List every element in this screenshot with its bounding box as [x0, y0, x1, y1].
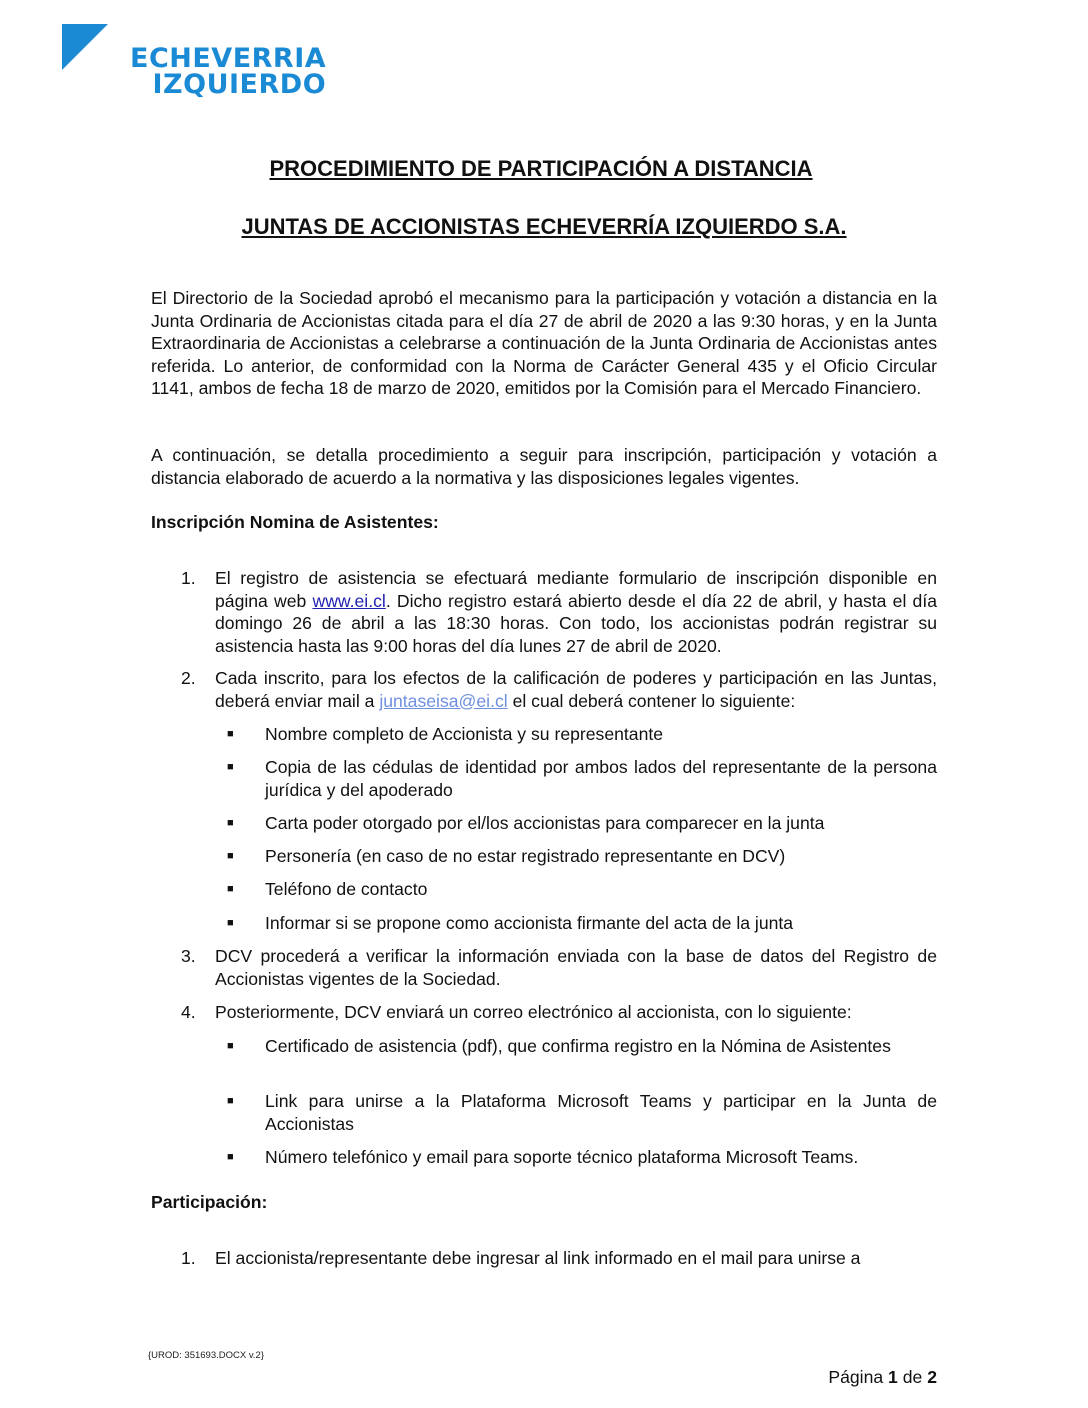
bullet-square-icon: ■ [227, 817, 234, 829]
section-heading-participacion: Participación: [151, 1192, 268, 1212]
item-text-post: . Dicho registro estará abierto desde el día 22 de abril, y hasta el día domingo 26 de abril a las 18:30 horas. Con todo, los accionistas podrán registrar su asistencia hasta las 9:00 horas del día lunes 27 de abril de 2020. [215, 590, 937, 656]
item-text: El accionista/representante debe ingresar al link informado en el mail para unirse a [215, 1248, 861, 1268]
item-number: 3. [181, 946, 196, 966]
bullet-square-icon: ■ [227, 761, 234, 773]
sub-item-text: Teléfono de contacto [265, 879, 428, 899]
bullet-square-icon: ■ [227, 883, 234, 895]
document-id: {UROD: 351693.DOCX v.2} [148, 1350, 264, 1361]
item-text: DCV procederá a verificar la información enviada con la base de datos del Registro de Accionistas vigentes de la Sociedad. [215, 946, 937, 989]
item-number: 4. [181, 1002, 196, 1022]
sub-item-text: Carta poder otorgado por el/los accionistas para comparecer en la junta [265, 813, 825, 833]
document-title: PROCEDIMIENTO DE PARTICIPACIÓN A DISTANCIA [269, 156, 813, 181]
sub-item-text: Nombre completo de Accionista y su representante [265, 724, 664, 744]
sub-item-text: Número telefónico y email para soporte técnico plataforma Microsoft Teams. [265, 1147, 859, 1167]
item-number: 1. [181, 568, 196, 588]
document-subtitle: JUNTAS DE ACCIONISTAS ECHEVERRÍA IZQUIERDO S.A. [241, 214, 847, 239]
sub-item-text: Informar si se propone como accionista firmante del acta de la junta [265, 913, 794, 933]
item-number: 2. [181, 668, 196, 688]
item-text: Posteriormente, DCV enviará un correo electrónico al accionista, con lo siguiente: [215, 1002, 852, 1022]
page-label: Página [828, 1367, 884, 1387]
company-logo [38, 24, 327, 104]
item-text-post: el cual deberá contener lo siguiente: [507, 690, 796, 711]
email-link[interactable]: juntaseisa@ei.cl [379, 690, 508, 711]
sub-item-text: Copia de las cédulas de identidad por ambos lados del representante de la persona jurídica y del apoderado [265, 757, 937, 800]
bullet-square-icon: ■ [227, 917, 234, 929]
intro-paragraph-1: El Directorio de la Sociedad aprobó el mecanismo para la participación y votación a distancia en la Junta Ordinaria de Accionistas citada para el día 27 de abril de 2020 a las 9:30 horas, y en la Junta Extraordinaria de Accionistas a celebrarse a continuación de la Junta Ordinaria de Accionistas antes referida. Lo anterior, de conformidad con la Norma de Carácter General 435 y el Oficio Circular 1141, ambos de fecha 18 de marzo de 2020, emitidos por la Comisión para el Mercado Financiero. [151, 288, 937, 398]
item-text-pre: Cada inscrito, para los efectos de la calificación de poderes y participación en las Juntas, deberá enviar mail a [215, 668, 937, 711]
logo-line-1: ECHEVERRIA [130, 43, 327, 74]
website-link[interactable]: www.ei.cl [312, 590, 386, 611]
logo-triangle-icon [62, 24, 108, 70]
page-current: 1 [888, 1367, 898, 1387]
item-number: 1. [181, 1248, 196, 1268]
item-text [215, 567, 937, 657]
section-heading-inscripcion: Inscripción Nomina de Asistentes: [151, 512, 439, 532]
item-text [215, 667, 937, 712]
bullet-square-icon: ■ [227, 1095, 234, 1107]
item-text-pre: El registro de asistencia se efectuará mediante formulario de inscripción disponible en página web [215, 568, 937, 611]
bullet-square-icon: ■ [227, 850, 234, 862]
sub-item-text: Personería (en caso de no estar registrado representante en DCV) [265, 846, 786, 866]
logo-line-2: IZQUIERDO [152, 69, 327, 100]
bullet-square-icon: ■ [227, 1151, 234, 1163]
bullet-square-icon: ■ [227, 728, 234, 740]
intro-paragraph-2: A continuación, se detalla procedimiento a seguir para inscripción, participación y votación a distancia elaborado de acuerdo a la normativa y las disposiciones legales vigentes. [151, 445, 937, 488]
page-total: 2 [927, 1367, 937, 1387]
sub-item-text: Link para unirse a la Plataforma Microsoft Teams y participar en la Junta de Accionistas [265, 1091, 937, 1134]
page-sep: de [902, 1367, 923, 1387]
logo-wordmark [130, 43, 327, 100]
sub-item-text: Certificado de asistencia (pdf), que confirma registro en la Nómina de Asistentes [265, 1036, 891, 1056]
bullet-square-icon: ■ [227, 1040, 234, 1052]
page-number [828, 1367, 937, 1388]
